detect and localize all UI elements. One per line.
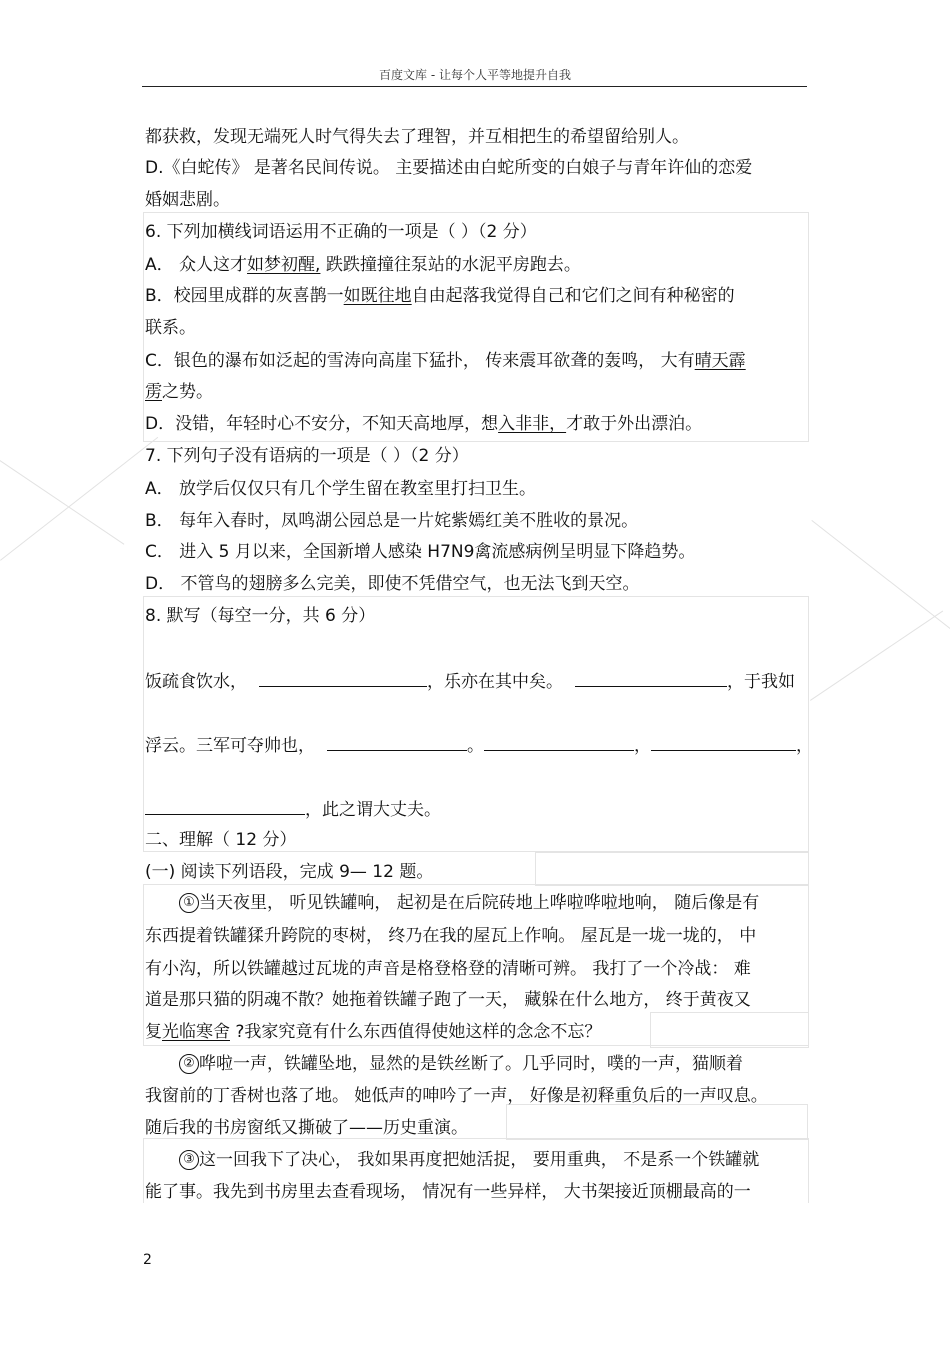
text: 才敢于外出漂泊。: [566, 414, 703, 434]
text: 哗啦一声，铁罐坠地，显然的是铁丝断了。几乎同时，噗的一声，猫顺着: [199, 1054, 743, 1074]
text: ，: [796, 736, 813, 756]
header-rule: [142, 86, 807, 87]
text: ，: [634, 736, 651, 756]
text-line: 都获救，发现无端死人时气得失去了理智，并互相把生的希望留给别人。: [145, 127, 689, 147]
dictation-line-3: [145, 796, 441, 822]
blank: [327, 732, 467, 751]
text-line: 联系。: [145, 318, 196, 338]
paragraph-line: [145, 1020, 601, 1044]
blank: [575, 668, 727, 687]
text: 当天夜里， 听见铁罐响， 起初是在后院砖地上哗啦哗啦地响， 随后像是有: [199, 893, 760, 913]
text: ，于我如: [727, 672, 795, 692]
text: 复: [145, 1022, 162, 1042]
scan-artifact-line: [0, 460, 124, 545]
text: ?我家究竟有什么东西值得使她这样的念念不忘？: [230, 1022, 602, 1042]
paragraph-line: 能了事。我先到书房里去查看现场， 情况有一些异样， 大书架接近顶棚最高的一: [145, 1182, 751, 1202]
blank: [651, 732, 796, 751]
q7-option-a: A． 放学后仅仅只有几个学生留在教室里打扫卫生。: [145, 479, 537, 499]
scan-artifact-box: [143, 212, 809, 442]
scan-artifact-line: [0, 437, 158, 561]
subsection-heading: (一) 阅读下列语段，完成 9— 12 题。: [145, 862, 434, 882]
underlined-term: 入非非，: [498, 414, 567, 434]
page-header: 百度文库 - 让每个人平等地提升自我: [379, 68, 571, 82]
text: C．银色的瀑布如泛起的雪涛向高崖下猛扑， 传来震耳欲聋的轰鸣， 大有: [145, 351, 695, 371]
text: A． 众人这才: [145, 255, 248, 275]
paragraph-line: 东西提着铁罐猱升跨院的枣树， 终乃在我的屋瓦上作响。 屋瓦是一垅一垅的， 中: [145, 926, 757, 946]
underlined-term: 雳: [145, 382, 162, 402]
underlined-term: 光临寒舍: [162, 1022, 230, 1042]
scan-artifact-box: [650, 1012, 809, 1048]
q6-option-b: [145, 284, 735, 308]
blank: [145, 796, 305, 815]
dictation-line-2: [145, 732, 813, 758]
text: 浮云。三军可夺帅也，: [145, 736, 315, 756]
paragraph-line: [145, 1052, 743, 1076]
paragraph-number: ①: [179, 893, 199, 913]
paragraph-line: [145, 1148, 759, 1172]
text: 自由起落我觉得自己和它们之间有种秘密的: [411, 286, 735, 306]
text: ，乐亦在其中矣。: [427, 672, 563, 692]
q6-option-d: [145, 412, 702, 436]
q6-option-c: [145, 349, 746, 373]
blank: [259, 668, 427, 687]
text: ，此之谓大丈夫。: [305, 800, 441, 820]
paragraph-line: 有小沟，所以铁罐越过瓦垅的声音是格登格登的清晰可辨。 我打了一个冷战： 难: [145, 959, 751, 979]
question-8: 8. 默写（每空一分，共 6 分）: [145, 606, 376, 626]
text: 这一回我下了决心， 我如果再度把她活捉， 要用重典， 不是系一个铁罐就: [199, 1150, 760, 1170]
paragraph-number: ③: [179, 1150, 199, 1170]
text-line: [145, 380, 213, 404]
text: B．校园里成群的灰喜鹊一: [145, 286, 344, 306]
q7-option-b: B． 每年入春时，凤鸣湖公园总是一片姹紫嫣红美不胜收的景况。: [145, 511, 639, 531]
q7-option-d: D． 不管鸟的翅膀多么完美，即使不凭借空气，也无法飞到天空。: [145, 574, 640, 594]
page-number: 2: [143, 1252, 152, 1268]
underlined-term: 晴天霹: [694, 351, 746, 371]
q7-option-c: C． 进入 5 月以来，全国新增人感染 H7N9禽流感病例呈明显下降趋势。: [145, 542, 696, 562]
scan-artifact-line: [810, 611, 943, 701]
text-line: D.《白蛇传》 是著名民间传说。 主要描述由白蛇所变的白娘子与青年许仙的恋爱: [145, 158, 753, 178]
text-line: 婚姻悲剧。: [145, 190, 230, 210]
paragraph-number: ②: [179, 1054, 199, 1074]
text: 。: [467, 736, 484, 756]
text: D．没错，年轻时心不安分，不知天高地厚，想: [145, 414, 499, 434]
question-7: 7. 下列句子没有语病的一项是（ ）（2 分）: [145, 446, 469, 466]
scan-artifact-box: [535, 852, 809, 886]
text: 跌跌撞撞往泵站的水泥平房跑去。: [320, 255, 581, 275]
text: 饭疏食饮水，: [145, 672, 247, 692]
text: 之势。: [162, 382, 213, 402]
paragraph-line: [145, 891, 759, 915]
blank: [484, 732, 634, 751]
scan-artifact-box: [506, 1104, 808, 1140]
paragraph-line: 我窗前的丁香树也落了地。 她低声的呻吟了一声， 好像是初释重负后的一声叹息。: [145, 1086, 768, 1106]
q6-option-a: [145, 253, 581, 277]
question-6: 6. 下列加横线词语运用不正确的一项是（ ）（2 分）: [145, 222, 537, 242]
section-heading: 二、理解（ 12 分）: [145, 830, 297, 850]
underlined-term: 如既往地: [343, 286, 412, 306]
paragraph-line: 随后我的书房窗纸又撕破了——历史重演。: [145, 1118, 468, 1138]
paragraph-line: 道是那只猫的阴魂不散？她拖着铁罐子跑了一天， 藏躲在什么地方， 终于黄夜又: [145, 990, 751, 1010]
dictation-line-1: [145, 668, 795, 694]
underlined-term: 如梦初醒,: [247, 255, 321, 275]
